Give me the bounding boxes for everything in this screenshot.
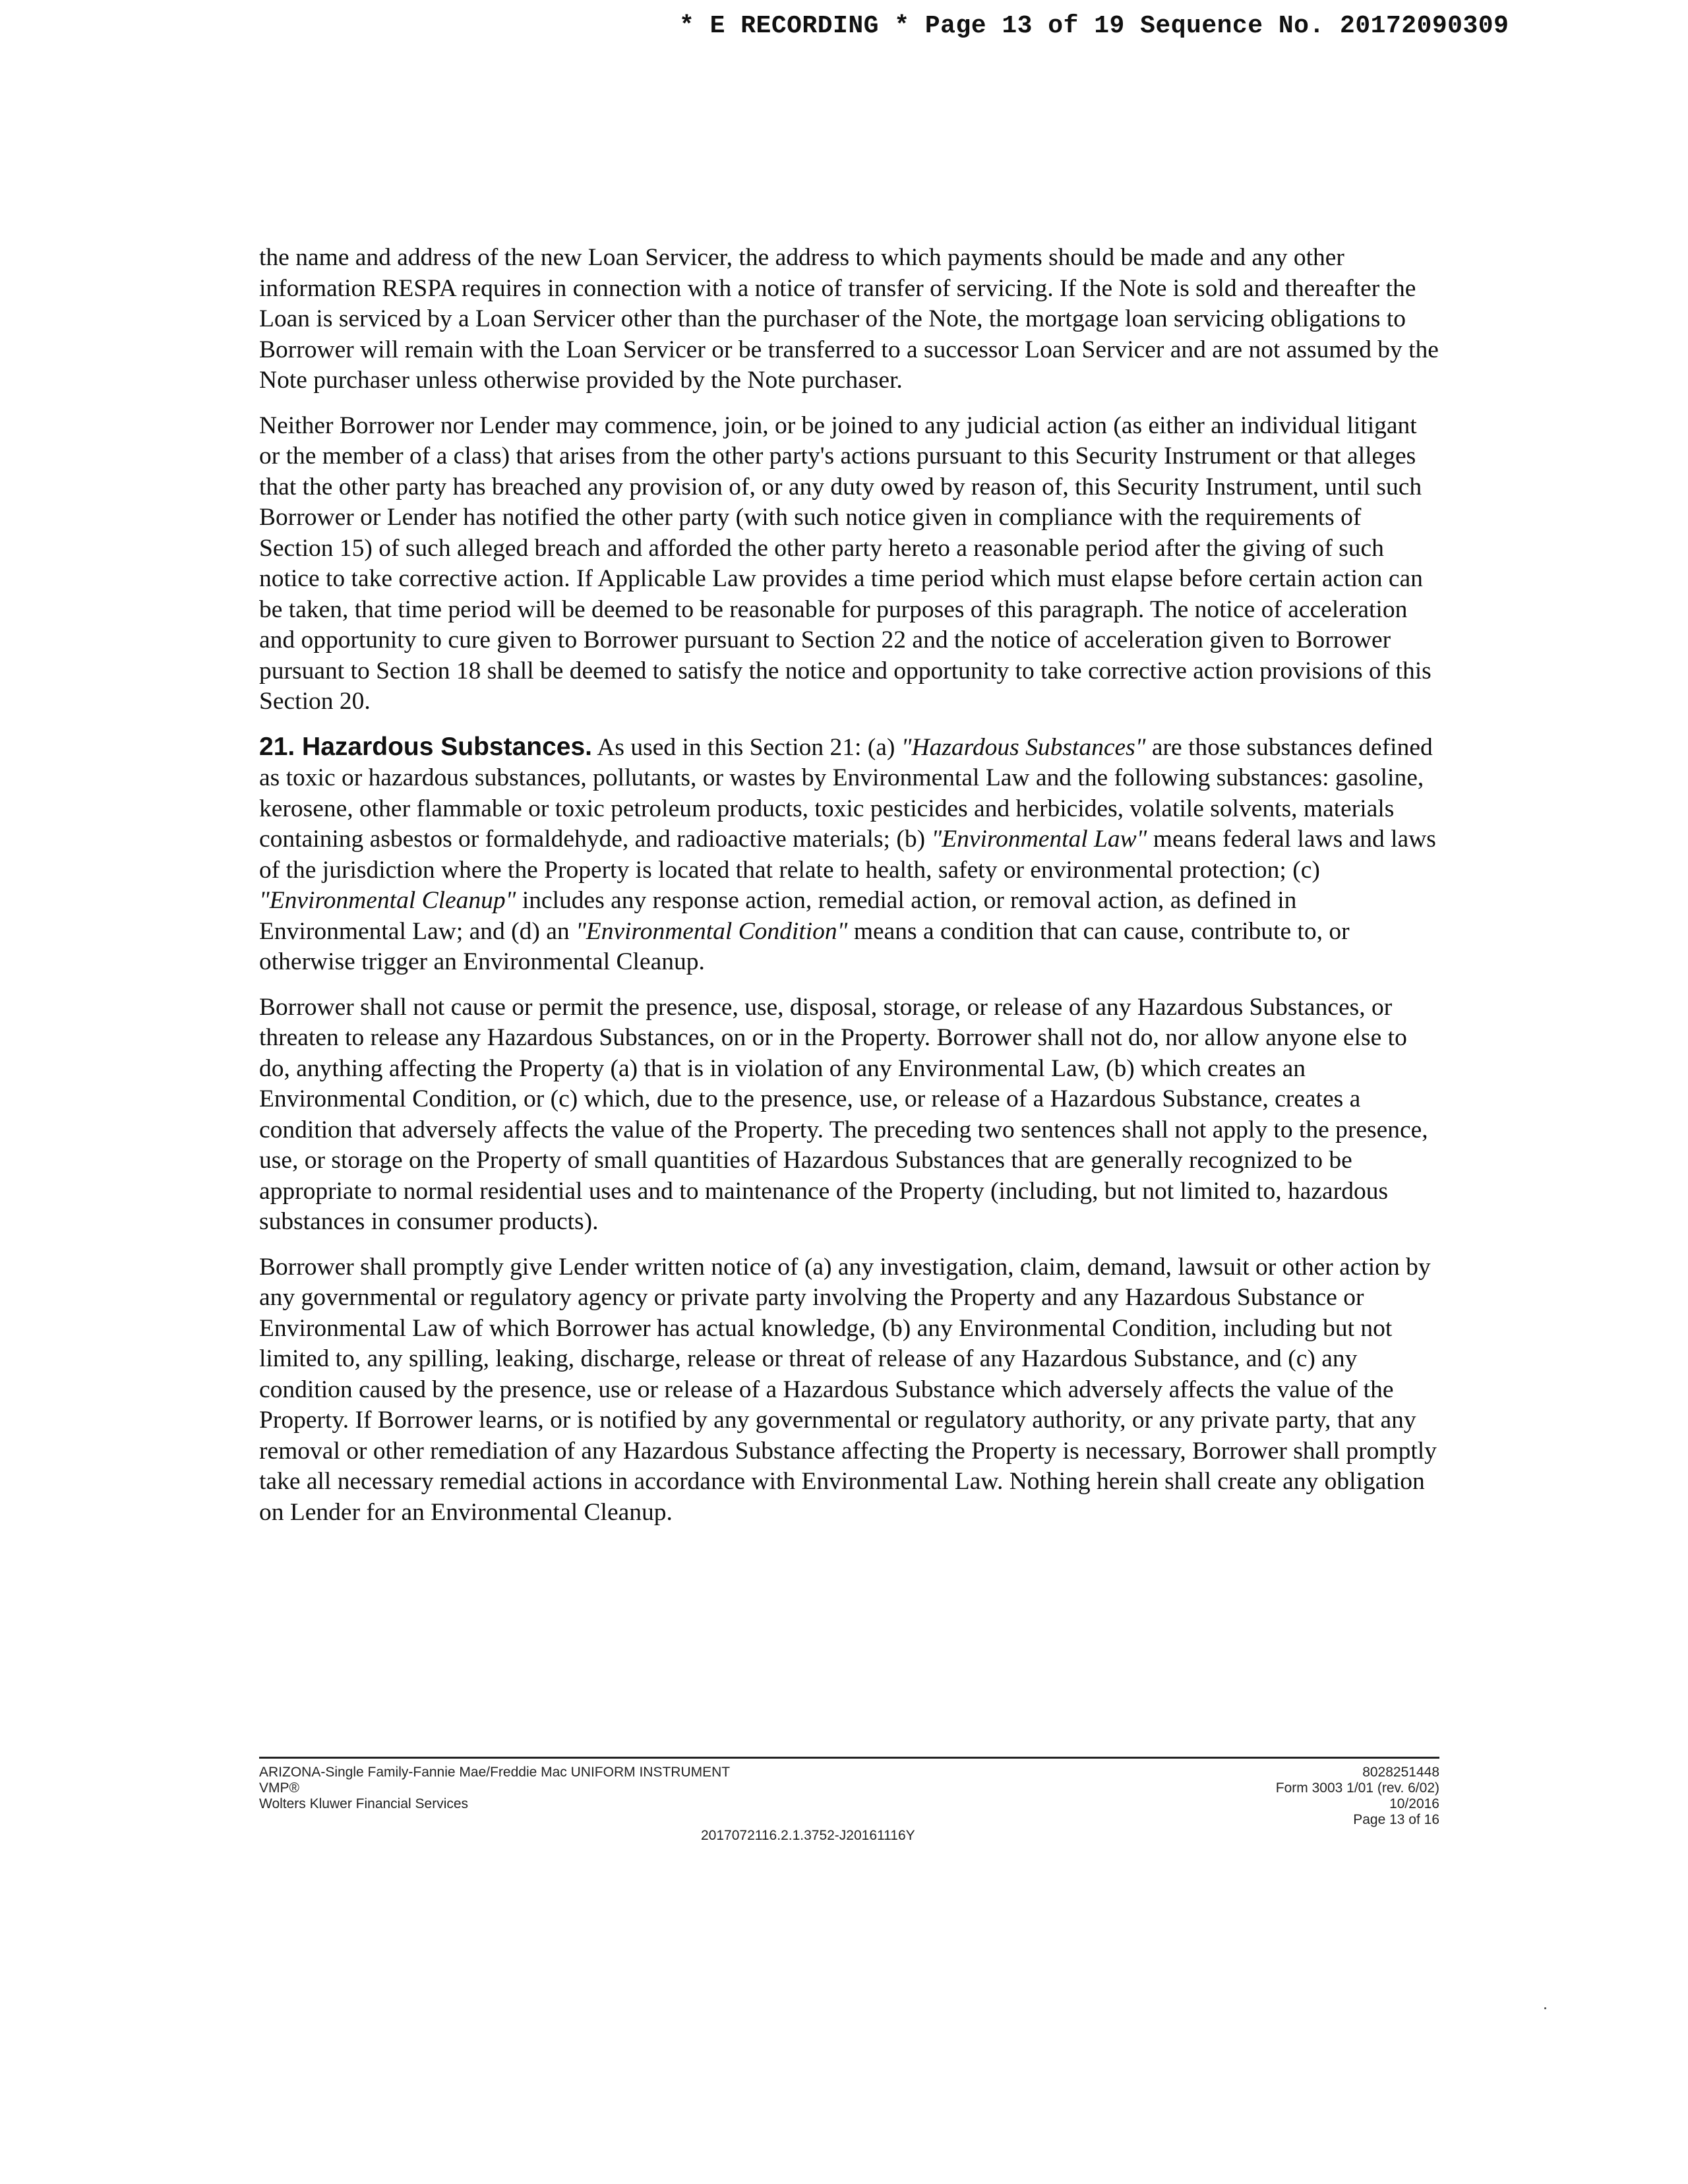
- section-text: means federal laws and laws of the jurisdiction where the Property is located that relate to health, safety or environmental protection; (c): [259, 826, 1436, 884]
- defined-term: "Hazardous Substances": [901, 733, 1146, 761]
- paragraph-loan-servicer: the name and address of the new Loan Servicer, the address to which payments should be made and any other information RESPA requires in connection with a notice of transfer of servicing. If the Note is sold and thereafter the Loan is serviced by a Loan Servicer other than the purchaser of the Note, the mortgage loan servicing obligations to Borrower will remain with the Loan Servicer or be transferred to a successor Loan Servicer and are not assumed by the Note purchaser unless otherwise provided by the Note purchaser.: [259, 244, 1439, 394]
- recording-header: * E RECORDING * Page 13 of 19 Sequence No. 20172090309: [679, 12, 1509, 40]
- section-text: are those substances defined as toxic or hazardous substances, pollutants, or wastes by Environmental Law and the following substances: gasoline, kerosene, other flammable or toxic petroleum products, toxic pesticides and herbicides, volatile solvents, materials containing asbestos or formaldehyde, and radioactive materials; (b): [259, 733, 1433, 853]
- scan-speck: [1544, 2007, 1546, 2009]
- footer-page-number: Page 13 of 16: [1353, 1812, 1439, 1827]
- section-heading: 21. Hazardous Substances.: [259, 732, 593, 761]
- footer-loan-number: 8028251448: [1362, 1765, 1439, 1780]
- paragraph-judicial-action: Neither Borrower nor Lender may commence, join, or be joined to any judicial action (as either an individual litigant or the member of a class) that arises from the other party's actions pursuant to this Security Instrument or that alleges that the other party has breached any provision of, or any duty owed by reason of, this Security Instrument, until such Borrower or Lender has notified the other party (with such notice given in compliance with the requirements of Section 15) of such alleged breach and afforded the other party hereto a reasonable period after the giving of such notice to take corrective action. If Applicable Law provides a time period which must elapse before certain action can be taken, that time period will be deemed to be reasonable for purposes of this paragraph. The notice of acceleration and opportunity to cure given to Borrower pursuant to Section 22 and the notice of acceleration given to Borrower pursuant to Section 18 shall be deemed to satisfy the notice and opportunity to take corrective action provisions of this Section 20.: [259, 411, 1432, 715]
- footer-vmp: VMP®: [259, 1780, 299, 1796]
- paragraph-borrower-restrictions: Borrower shall not cause or permit the presence, use, disposal, storage, or release of any Hazardous Substances, or threaten to release any Hazardous Substances, on or in the Property. Borrower shall not do, nor allow anyone else to do, anything affecting the Property (a) that is in violation of any Environmental Law, (b) which creates an Environmental Condition, or (c) which, due to the presence, use, or release of a Hazardous Substance, creates a condition that adversely affects the value of the Property. The preceding two sentences shall not apply to the presence, use, or storage on the Property of small quantities of Hazardous Substances that are generally recognized to be appropriate to normal residential uses and to maintenance of the Property (including, but not limited to, hazardous substances in consumer products).: [259, 993, 1428, 1235]
- footer-form-title: ARIZONA-Single Family-Fannie Mae/Freddie Mac UNIFORM INSTRUMENT: [259, 1765, 731, 1780]
- footer-document-code: [701, 1828, 1031, 1844]
- section-text: As used in this Section 21: (a): [592, 733, 901, 761]
- document-body: [259, 243, 1439, 1542]
- footer-date: 10/2016: [1389, 1796, 1439, 1811]
- section-text: includes any response action, remedial action, or removal action, as defined in Environmental Law; and (d) an: [259, 887, 1297, 945]
- footer-code: 2017072116.2.1.3752-J20161116Y: [701, 1828, 915, 1843]
- footer-form-info: [259, 1765, 853, 1812]
- footer-page-info: [1110, 1765, 1439, 1828]
- footer-form-number: Form 3003 1/01 (rev. 6/02): [1275, 1780, 1439, 1796]
- footer-publisher: Wolters Kluwer Financial Services: [259, 1796, 469, 1811]
- section-text: means a condition that can cause, contribute to, or otherwise trigger an Environmental Cleanup.: [259, 917, 1350, 975]
- defined-term: "Environmental Cleanup": [259, 887, 516, 914]
- defined-term: "Environmental Condition": [576, 917, 848, 945]
- defined-term: "Environmental Law": [931, 826, 1147, 853]
- section-21-hazardous-substances: [259, 732, 1439, 978]
- paragraph-notice-obligations: Borrower shall promptly give Lender written notice of (a) any investigation, claim, demand, lawsuit or other action by any governmental or regulatory agency or private party involving the Property and any Hazardous Substance or Environmental Law of which Borrower has actual knowledge, (b) any Environmental Condition, including but not limited to, any spilling, leaking, discharge, release or threat of release of any Hazardous Substance, and (c) any condition caused by the presence, use or release of a Hazardous Substance which adversely affects the value of the Property. If Borrower learns, or is notified by any governmental or regulatory authority, or any private party, that any removal or other remediation of any Hazardous Substance affecting the Property is necessary, Borrower shall promptly take all necessary remedial actions in accordance with Environmental Law. Nothing herein shall create any obligation on Lender for an Environmental Cleanup.: [259, 1253, 1437, 1526]
- footer-divider: [259, 1757, 1439, 1759]
